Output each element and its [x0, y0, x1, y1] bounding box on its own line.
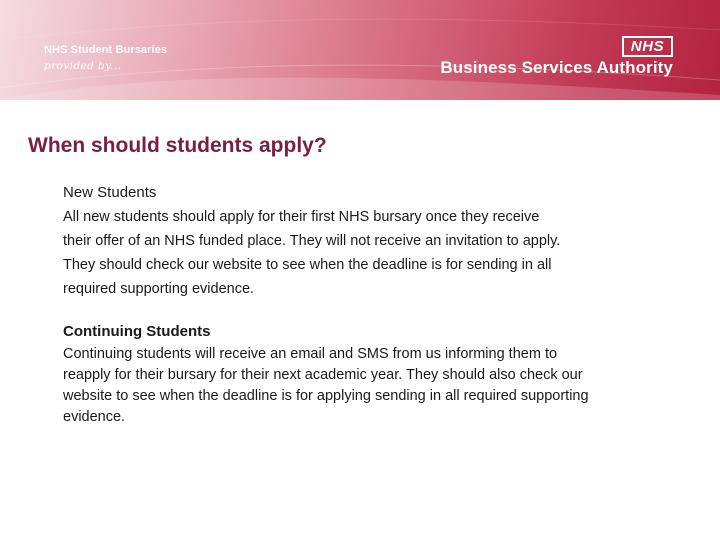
section-continuing-students [63, 322, 663, 428]
section-heading: New Students [63, 184, 157, 201]
body-line: their offer of an NHS funded place. They will not receive an invitation to apply. [63, 233, 561, 249]
nhs-logo: NHS [622, 36, 673, 57]
section-body [63, 344, 663, 428]
body-line: website to see when the deadline is for applying sending in all required supporting [63, 388, 589, 404]
section-body [63, 205, 663, 301]
brand-tagline: provided by... [44, 60, 122, 72]
page-title: When should students apply? [28, 134, 327, 157]
body-line: required supporting evidence. [63, 281, 255, 297]
body-line: evidence. [63, 409, 126, 425]
header-banner [0, 0, 720, 100]
body-line: reapply for their bursary for their next academic year. They should also check our [63, 367, 583, 383]
brand-block [44, 44, 167, 72]
body-line: Continuing students will receive an email and SMS from us informing them to [63, 346, 558, 362]
body-line: All new students should apply for their first NHS bursary once they receive [63, 209, 540, 225]
body-line: They should check our website to see when the deadline is for sending in all [63, 257, 552, 273]
brand-name: NHS Student Bursaries [44, 44, 168, 56]
org-name: Business Services Authority [440, 58, 673, 77]
section-new-students [63, 182, 663, 301]
section-heading: Continuing Students [63, 323, 211, 340]
